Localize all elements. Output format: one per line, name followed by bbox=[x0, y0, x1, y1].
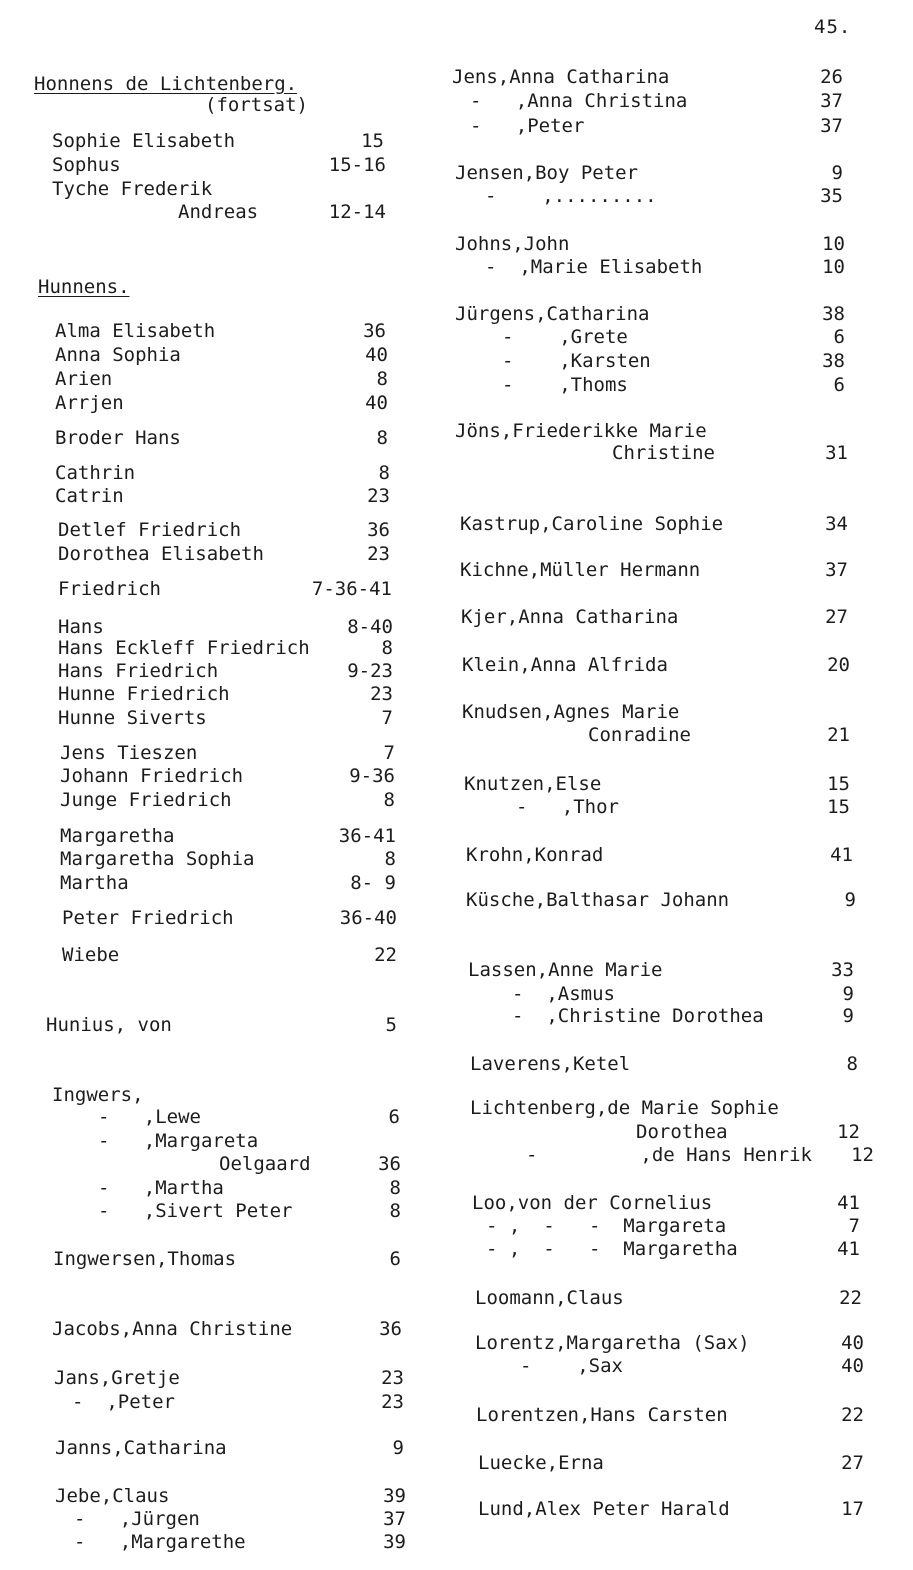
entry-name: - ,Asmus bbox=[512, 983, 615, 1005]
entry-page-ref: 39 bbox=[383, 1485, 406, 1507]
index-entry bbox=[440, 843, 913, 867]
entry-page-ref: 41 bbox=[830, 844, 853, 866]
index-entry bbox=[0, 1390, 420, 1414]
index-entry bbox=[440, 419, 913, 443]
entry-page-ref: 9 bbox=[831, 162, 843, 184]
index-entry bbox=[0, 200, 420, 224]
entry-page-ref: 15 bbox=[827, 773, 850, 795]
entry-name: Loomann,Claus bbox=[475, 1287, 624, 1309]
index-entry bbox=[0, 177, 420, 201]
index-entry bbox=[440, 232, 913, 256]
entry-page-ref: 27 bbox=[825, 606, 848, 628]
entry-name: Dorothea bbox=[636, 1121, 728, 1143]
entry-page-ref: 7 bbox=[383, 742, 395, 764]
entry-name: - , - - Margareta bbox=[486, 1215, 727, 1237]
index-entry bbox=[0, 1083, 420, 1107]
entry-name: - ,Marie Elisabeth bbox=[485, 256, 703, 278]
index-entry bbox=[440, 1052, 913, 1076]
entry-page-ref: 7 bbox=[848, 1215, 860, 1237]
entry-page-ref: 39 bbox=[383, 1531, 406, 1553]
entry-name: Friedrich bbox=[58, 578, 161, 600]
entry-name: Anna Sophia bbox=[55, 344, 181, 366]
index-entry bbox=[440, 888, 913, 912]
index-entry bbox=[440, 1214, 913, 1238]
index-entry bbox=[440, 700, 913, 724]
entry-name: Peter Friedrich bbox=[62, 907, 234, 929]
index-entry bbox=[440, 512, 913, 536]
index-entry bbox=[440, 349, 913, 373]
entry-name: Arrjen bbox=[55, 392, 124, 414]
entry-name: Cathrin bbox=[55, 462, 136, 484]
entry-name: - ,Sivert Peter bbox=[98, 1200, 293, 1222]
entry-name: Hunne Friedrich bbox=[58, 683, 230, 705]
entry-name: Arien bbox=[55, 368, 113, 390]
entry-name: - ,Margareta bbox=[98, 1130, 259, 1152]
entry-page-ref: 8 bbox=[384, 848, 396, 870]
entry-page-ref: 12-14 bbox=[328, 201, 386, 223]
index-entry bbox=[0, 943, 420, 967]
entry-page-ref: 36-40 bbox=[339, 907, 397, 929]
index-entry bbox=[0, 636, 420, 660]
entry-name: - ,Jürgen bbox=[74, 1508, 200, 1530]
entry-name: Jans,Gretje bbox=[54, 1367, 180, 1389]
entry-page-ref: 23 bbox=[367, 543, 390, 565]
entry-page-ref: 8 bbox=[376, 368, 388, 390]
index-entry bbox=[440, 795, 913, 819]
entry-name: Detlef Friedrich bbox=[58, 519, 242, 541]
entry-name: - ,Margarethe bbox=[74, 1531, 246, 1553]
entry-name: Küsche,Balthasar Johann bbox=[466, 889, 730, 911]
entry-page-ref: 8-40 bbox=[347, 616, 393, 638]
entry-page-ref: 8 bbox=[389, 1177, 401, 1199]
entry-name: - ,Thor bbox=[516, 796, 619, 818]
entry-page-ref: 9 bbox=[842, 983, 854, 1005]
entry-page-ref: 15-16 bbox=[328, 154, 386, 176]
entry-page-ref: 8 bbox=[846, 1053, 858, 1075]
entry-name: Conradine bbox=[588, 724, 691, 746]
index-entry bbox=[0, 706, 420, 730]
index-entry bbox=[0, 1507, 420, 1531]
index-entry bbox=[0, 343, 420, 367]
entry-page-ref: 9-36 bbox=[349, 765, 395, 787]
entry-name: Lorentz,Margaretha (Sax) bbox=[475, 1332, 750, 1354]
entry-page-ref: 12 bbox=[837, 1121, 860, 1143]
entry-page-ref: 31 bbox=[825, 442, 848, 464]
entry-page-ref: 37 bbox=[820, 90, 843, 112]
entry-page-ref: 34 bbox=[825, 513, 848, 535]
entry-name: Margaretha bbox=[60, 825, 175, 847]
index-entry bbox=[0, 1436, 420, 1460]
entry-page-ref: 33 bbox=[831, 959, 854, 981]
entry-page-ref: 23 bbox=[381, 1391, 404, 1413]
entry-name: - ,de Hans Henrik bbox=[526, 1144, 812, 1166]
entry-name: Lassen,Anne Marie bbox=[468, 959, 663, 981]
entry-name: Kjer,Anna Catharina bbox=[461, 606, 679, 628]
entry-page-ref: 26 bbox=[820, 66, 843, 88]
entry-name: Wiebe bbox=[62, 944, 120, 966]
index-entry bbox=[0, 1152, 420, 1176]
index-entry bbox=[440, 325, 913, 349]
entry-name: - ,Lewe bbox=[98, 1106, 201, 1128]
entry-name: Klein,Anna Alfrida bbox=[462, 654, 668, 676]
entry-name: Catrin bbox=[55, 485, 124, 507]
index-entry bbox=[0, 93, 420, 117]
entry-page-ref: 9 bbox=[844, 889, 856, 911]
entry-name: Knudsen,Agnes Marie bbox=[462, 701, 680, 723]
entry-name: Alma Elisabeth bbox=[55, 320, 216, 342]
entry-page-ref: 35 bbox=[820, 185, 843, 207]
entry-name: - , - - Margaretha bbox=[486, 1238, 738, 1260]
index-entry bbox=[440, 441, 913, 465]
entry-page-ref: 38 bbox=[822, 303, 845, 325]
entry-name: Jens,Anna Catharina bbox=[452, 66, 670, 88]
entry-page-ref: 23 bbox=[381, 1367, 404, 1389]
entry-page-ref: 40 bbox=[841, 1355, 864, 1377]
entry-name: Kichne,Müller Hermann bbox=[460, 559, 701, 581]
index-entry bbox=[0, 1317, 420, 1341]
entry-name: Jöns,Friederikke Marie bbox=[455, 420, 707, 442]
page-number: 45. bbox=[814, 16, 852, 38]
entry-name: - ,Thoms bbox=[502, 374, 628, 396]
entry-name: - ,Martha bbox=[98, 1177, 224, 1199]
entry-name: Hans bbox=[58, 616, 104, 638]
index-entry bbox=[440, 653, 913, 677]
index-entry bbox=[0, 1484, 420, 1508]
entry-name: - ,Peter bbox=[470, 115, 585, 137]
index-entry bbox=[440, 1004, 913, 1028]
index-entry bbox=[0, 153, 420, 177]
entry-name: Junge Friedrich bbox=[60, 789, 232, 811]
entry-name: - ,......... bbox=[485, 185, 657, 207]
entry-page-ref: 7 bbox=[381, 707, 393, 729]
index-entry bbox=[440, 772, 913, 796]
entry-page-ref: 10 bbox=[822, 233, 845, 255]
entry-name: Lichtenberg,de Marie Sophie bbox=[470, 1097, 779, 1119]
index-entry bbox=[0, 518, 420, 542]
index-entry bbox=[0, 1530, 420, 1554]
entry-page-ref: 8 bbox=[378, 462, 390, 484]
entry-name: Jebe,Claus bbox=[55, 1485, 170, 1507]
index-entry bbox=[440, 958, 913, 982]
entry-name: Jürgens,Catharina bbox=[455, 303, 650, 325]
entry-page-ref: 7-36-41 bbox=[311, 578, 392, 600]
entry-page-ref: 22 bbox=[839, 1287, 862, 1309]
index-entry bbox=[0, 577, 420, 601]
index-entry bbox=[440, 982, 913, 1006]
entry-page-ref: 8 bbox=[389, 1200, 401, 1222]
entry-page-ref: 37 bbox=[820, 115, 843, 137]
index-entry bbox=[440, 1331, 913, 1355]
index-entry bbox=[440, 255, 913, 279]
entry-name: Broder Hans bbox=[55, 427, 181, 449]
entry-page-ref: 36 bbox=[363, 320, 386, 342]
entry-name: Kastrup,Caroline Sophie bbox=[460, 513, 724, 535]
entry-page-ref: 22 bbox=[841, 1404, 864, 1426]
entry-page-ref: 8 bbox=[381, 637, 393, 659]
entry-name: Hunius, von bbox=[46, 1014, 172, 1036]
index-entry bbox=[0, 682, 420, 706]
entry-page-ref: 15 bbox=[361, 130, 384, 152]
entry-name: Hunnens. bbox=[38, 276, 130, 298]
index-entry bbox=[440, 558, 913, 582]
index-entry bbox=[0, 764, 420, 788]
entry-name: Knutzen,Else bbox=[464, 773, 602, 795]
entry-page-ref: 36-41 bbox=[338, 825, 396, 847]
index-entry bbox=[440, 1286, 913, 1310]
entry-name: Jacobs,Anna Christine bbox=[52, 1318, 293, 1340]
entry-name: Ingwers, bbox=[52, 1084, 144, 1106]
index-entry bbox=[0, 741, 420, 765]
entry-name: (fortsat) bbox=[205, 94, 308, 116]
entry-page-ref: 8- 9 bbox=[350, 872, 396, 894]
entry-name: Dorothea Elisabeth bbox=[58, 543, 264, 565]
right-column bbox=[440, 0, 913, 1570]
index-entry bbox=[440, 1191, 913, 1215]
entry-name: Krohn,Konrad bbox=[466, 844, 604, 866]
index-entry bbox=[0, 824, 420, 848]
entry-page-ref: 38 bbox=[822, 350, 845, 372]
entry-page-ref: 9 bbox=[842, 1005, 854, 1027]
index-entry bbox=[440, 723, 913, 747]
entry-name: - ,Peter bbox=[72, 1391, 175, 1413]
index-entry bbox=[0, 391, 420, 415]
index-entry bbox=[440, 1403, 913, 1427]
entry-name: Sophus bbox=[52, 154, 121, 176]
index-entry bbox=[0, 461, 420, 485]
index-entry bbox=[440, 1497, 913, 1521]
entry-page-ref: 17 bbox=[841, 1498, 864, 1520]
index-entry bbox=[0, 542, 420, 566]
entry-name: - ,Anna Christina bbox=[470, 90, 688, 112]
index-entry bbox=[0, 367, 420, 391]
entry-name: Honnens de Lichtenberg. bbox=[34, 73, 298, 95]
entry-name: Loo,von der Cornelius bbox=[472, 1192, 713, 1214]
index-entry bbox=[440, 89, 913, 113]
index-entry bbox=[0, 1199, 420, 1223]
index-entry bbox=[440, 1120, 913, 1144]
entry-page-ref: 6 bbox=[388, 1106, 400, 1128]
entry-page-ref: 37 bbox=[383, 1508, 406, 1530]
index-entry bbox=[0, 319, 420, 343]
index-entry bbox=[0, 1247, 420, 1271]
entry-name: - ,Grete bbox=[502, 326, 628, 348]
index-entry bbox=[440, 1143, 913, 1167]
index-entry bbox=[0, 1129, 420, 1153]
entry-name: Jensen,Boy Peter bbox=[455, 162, 639, 184]
entry-name: Margaretha Sophia bbox=[60, 848, 255, 870]
entry-name: Laverens,Ketel bbox=[470, 1053, 631, 1075]
entry-name: Sophie Elisabeth bbox=[52, 130, 236, 152]
entry-name: Ingwersen,Thomas bbox=[53, 1248, 237, 1270]
entry-page-ref: 12 bbox=[851, 1144, 874, 1166]
index-entry bbox=[0, 1105, 420, 1129]
index-entry bbox=[440, 1354, 913, 1378]
entry-page-ref: 21 bbox=[827, 724, 850, 746]
entry-name: Hans Friedrich bbox=[58, 660, 219, 682]
entry-name: Tyche Frederik bbox=[52, 178, 213, 200]
index-entry bbox=[440, 605, 913, 629]
entry-name: Jens Tieszen bbox=[60, 742, 198, 764]
entry-page-ref: 27 bbox=[841, 1452, 864, 1474]
entry-page-ref: 5 bbox=[385, 1014, 397, 1036]
index-entry bbox=[440, 302, 913, 326]
index-entry bbox=[0, 1366, 420, 1390]
entry-page-ref: 23 bbox=[370, 683, 393, 705]
index-entry bbox=[440, 1451, 913, 1475]
entry-page-ref: 6 bbox=[833, 326, 845, 348]
index-entry bbox=[0, 847, 420, 871]
entry-page-ref: 6 bbox=[833, 374, 845, 396]
index-entry bbox=[0, 426, 420, 450]
section-heading bbox=[0, 275, 420, 299]
index-entry bbox=[440, 184, 913, 208]
index-entry bbox=[0, 1013, 420, 1037]
index-entry bbox=[440, 114, 913, 138]
entry-name: Oelgaard bbox=[219, 1153, 311, 1175]
entry-name: Hans Eckleff Friedrich bbox=[58, 637, 310, 659]
entry-name: - ,Christine Dorothea bbox=[512, 1005, 764, 1027]
index-entry bbox=[0, 484, 420, 508]
entry-page-ref: 22 bbox=[374, 944, 397, 966]
entry-name: - ,Karsten bbox=[502, 350, 651, 372]
entry-page-ref: 8 bbox=[383, 789, 395, 811]
index-entry bbox=[0, 788, 420, 812]
entry-page-ref: 9 bbox=[392, 1437, 404, 1459]
entry-page-ref: 36 bbox=[378, 1153, 401, 1175]
entry-page-ref: 37 bbox=[825, 559, 848, 581]
entry-name: Christine bbox=[612, 442, 715, 464]
entry-page-ref: 6 bbox=[389, 1248, 401, 1270]
entry-name: Hunne Siverts bbox=[58, 707, 207, 729]
entry-page-ref: 10 bbox=[822, 256, 845, 278]
entry-page-ref: 40 bbox=[841, 1332, 864, 1354]
entry-name: Lund,Alex Peter Harald bbox=[478, 1498, 730, 1520]
entry-page-ref: 20 bbox=[827, 654, 850, 676]
index-entry bbox=[0, 1176, 420, 1200]
entry-name: - ,Sax bbox=[520, 1355, 623, 1377]
entry-page-ref: 36 bbox=[367, 519, 390, 541]
entry-name: Lorentzen,Hans Carsten bbox=[476, 1404, 728, 1426]
entry-name: Johann Friedrich bbox=[60, 765, 244, 787]
index-entry bbox=[440, 373, 913, 397]
entry-name: Johns,John bbox=[455, 233, 570, 255]
entry-page-ref: 36 bbox=[379, 1318, 402, 1340]
left-column bbox=[0, 0, 420, 1570]
entry-page-ref: 41 bbox=[837, 1238, 860, 1260]
index-entry bbox=[0, 871, 420, 895]
index-entry bbox=[0, 906, 420, 930]
entry-name: Janns,Catharina bbox=[55, 1437, 227, 1459]
index-entry bbox=[440, 1237, 913, 1261]
index-entry bbox=[440, 161, 913, 185]
index-entry bbox=[0, 129, 420, 153]
index-entry bbox=[440, 65, 913, 89]
entry-page-ref: 40 bbox=[365, 344, 388, 366]
entry-page-ref: 23 bbox=[367, 485, 390, 507]
entry-name: Andreas bbox=[178, 201, 259, 223]
entry-name: Martha bbox=[60, 872, 129, 894]
entry-page-ref: 8 bbox=[376, 427, 388, 449]
entry-page-ref: 40 bbox=[365, 392, 388, 414]
index-entry bbox=[440, 1096, 913, 1120]
index-entry bbox=[0, 659, 420, 683]
entry-page-ref: 41 bbox=[837, 1192, 860, 1214]
entry-name: Luecke,Erna bbox=[478, 1452, 604, 1474]
entry-page-ref: 15 bbox=[827, 796, 850, 818]
entry-page-ref: 9-23 bbox=[347, 660, 393, 682]
